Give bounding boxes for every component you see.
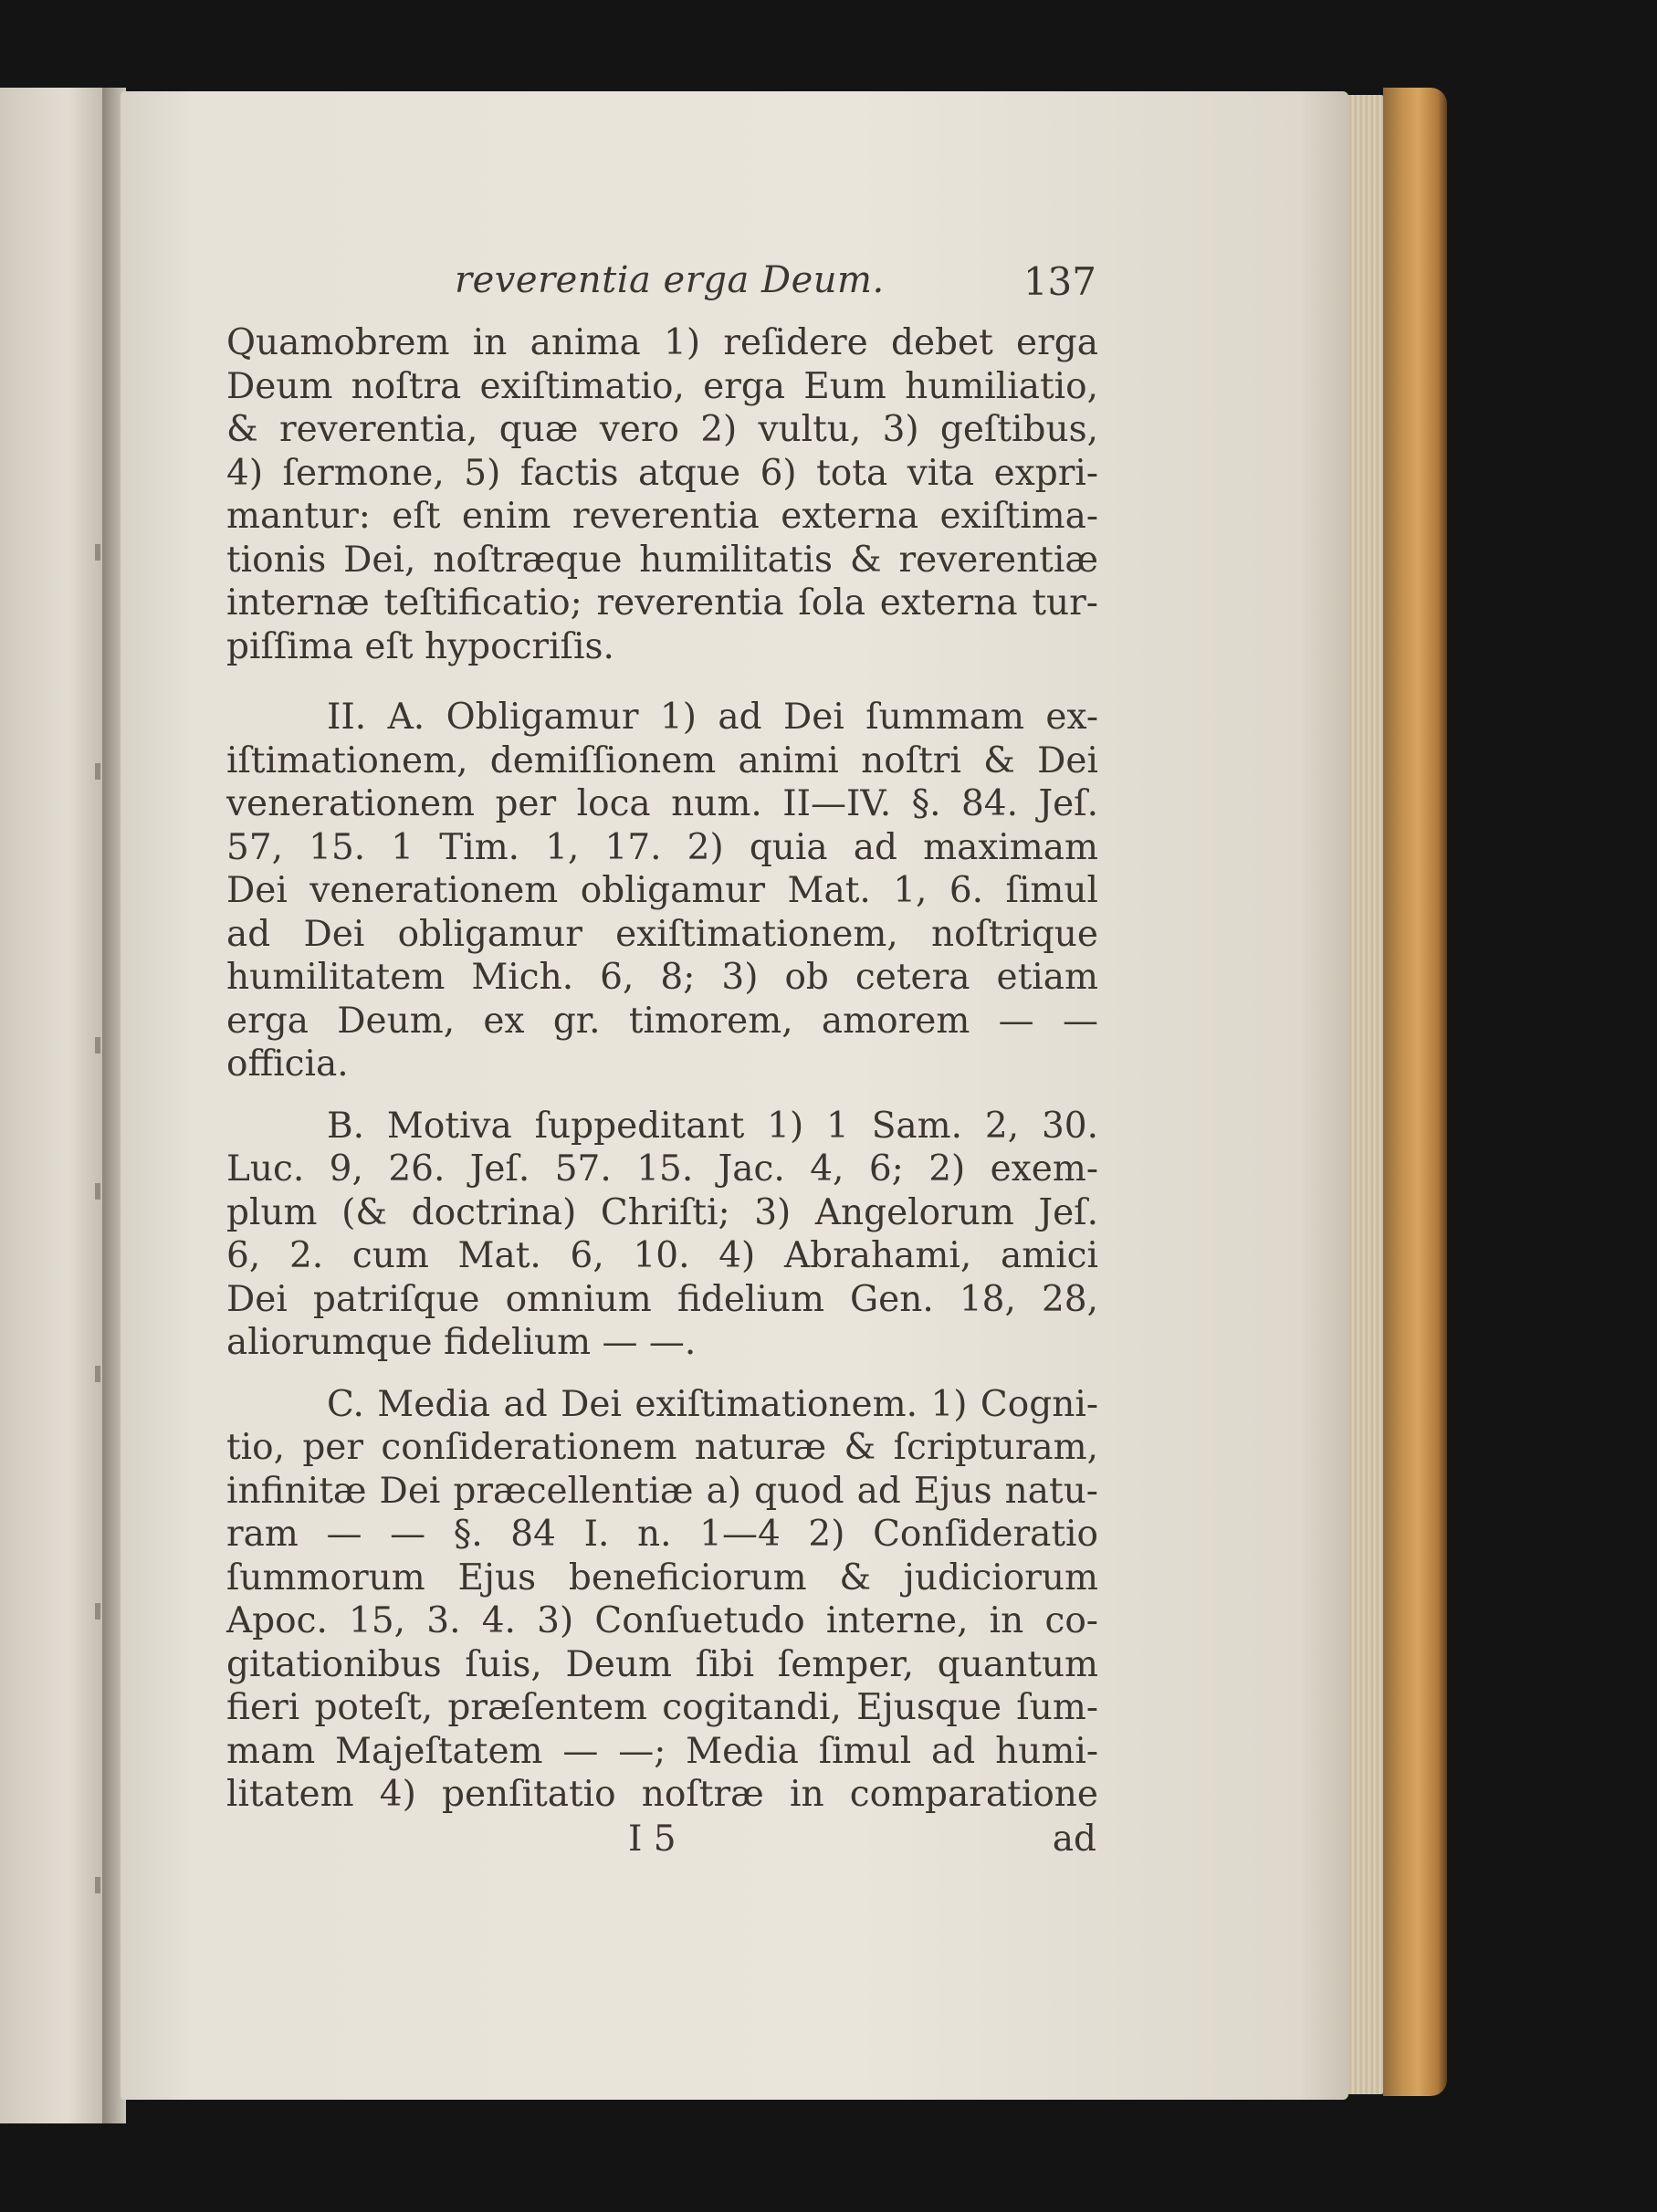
text-line: Deum noſtra exiſtimatio, erga Eum humiliatio, (226, 365, 1098, 407)
text-line: tionis Dei, noſtræque humilitatis & reverentiæ (226, 539, 1098, 581)
text-line: 6, 2. cum Mat. 6, 10. 4) Abrahami, amici (226, 1235, 1098, 1276)
page-edges (1342, 95, 1388, 2094)
paragraph-1 (226, 321, 1098, 668)
text-line: ram — — §. 84 I. n. 1—4 2) Conſideratio (226, 1514, 1098, 1555)
text-line: Apoc. 15, 3. 4. 3) Conſuetudo interne, in co- (226, 1600, 1098, 1641)
text-line: 57, 15. 1 Tim. 1, 17. 2) quia ad maximam (226, 826, 1098, 868)
text-line: B. Motiva ſuppeditant 1) 1 Sam. 2, 30. (327, 1105, 1098, 1147)
leather-cover (1383, 88, 1447, 2096)
text-line: & reverentia, quæ vero 2) vultu, 3) geſtibus, (226, 409, 1098, 450)
left-facing-page (0, 88, 111, 2123)
bleed-mark (95, 1877, 100, 1893)
paragraph-4 (226, 1383, 1098, 1817)
bleed-mark (95, 544, 100, 561)
text-line: II. A. Obligamur 1) ad Dei ſummam ex- (327, 697, 1098, 738)
text-line: gitationibus ſuis, Deum ſibi ſemper, quantum (226, 1643, 1098, 1685)
text-line: Dei patriſque omnium fidelium Gen. 18, 28, (226, 1278, 1098, 1320)
text-line: mantur: eſt enim reverentia externa exiſtima- (226, 496, 1098, 537)
page-footer (226, 1819, 1098, 1866)
text-line: litatem 4) penſitatio noſtræ in comparatione (226, 1774, 1098, 1815)
text-line: ſummorum Ejus beneficiorum & judiciorum (226, 1557, 1098, 1599)
text-line: piſſima eſt hypocriſis. (226, 625, 614, 667)
text-line: internæ teſtificatio; reverentia ſola externa tur- (226, 582, 1098, 624)
paragraph-3 (226, 1105, 1098, 1365)
text-line: tio, per conſiderationem naturæ & ſcripturam, (226, 1427, 1098, 1468)
running-title: reverentia erga Deum. (455, 259, 885, 301)
text-line: plum (& doctrina) Chriſti; 3) Angelorum Jeſ. (226, 1191, 1098, 1233)
bleed-mark (95, 763, 100, 780)
text-line: iſtimationem, demiſſionem animi noſtri & Dei (226, 739, 1098, 781)
text-line: venerationem per loca num. II—IV. §. 84. Jeſ. (226, 783, 1098, 824)
bleed-mark (95, 1366, 100, 1382)
page-number: 137 (1023, 259, 1096, 304)
paragraph-2 (226, 696, 1098, 1086)
bleed-mark (95, 1603, 100, 1620)
text-line: Luc. 9, 26. Jeſ. 57. 15. Jac. 4, 6; 2) exem- (226, 1148, 1098, 1190)
text-line: mam Majeſtatem — —; Media ſimul ad humi- (226, 1730, 1098, 1772)
text-line: Quamobrem in anima 1) reſidere debet erga (226, 322, 1098, 363)
signature-mark: I 5 (628, 1818, 676, 1860)
text-line: ad Dei obligamur exiſtimationem, noſtrique (226, 913, 1098, 955)
text-line: C. Media ad Dei exiſtimationem. 1) Cogni- (327, 1383, 1098, 1425)
running-head (226, 246, 1098, 310)
text-line: Dei venerationem obligamur Mat. 1, 6. ſimul (226, 870, 1098, 911)
text-line: aliorumque fidelium — —. (226, 1322, 697, 1363)
catchword: ad (1052, 1818, 1096, 1860)
text-line: officia. (226, 1043, 349, 1085)
text-line: infinitæ Dei præcellentiæ a) quod ad Ejus natu- (226, 1470, 1098, 1512)
text-line: 4) ſermone, 5) factis atque 6) tota vita expri- (226, 452, 1098, 494)
text-line: fieri poteſt, præſentem cogitandi, Ejusque ſum- (226, 1687, 1098, 1728)
bleed-mark (95, 1037, 100, 1054)
bleed-mark (95, 1183, 100, 1200)
page-text (226, 246, 1098, 1866)
text-line: humilitatem Mich. 6, 8; 3) ob cetera etiam (226, 957, 1098, 998)
text-line: erga Deum, ex gr. timorem, amorem — — (226, 1000, 1098, 1042)
